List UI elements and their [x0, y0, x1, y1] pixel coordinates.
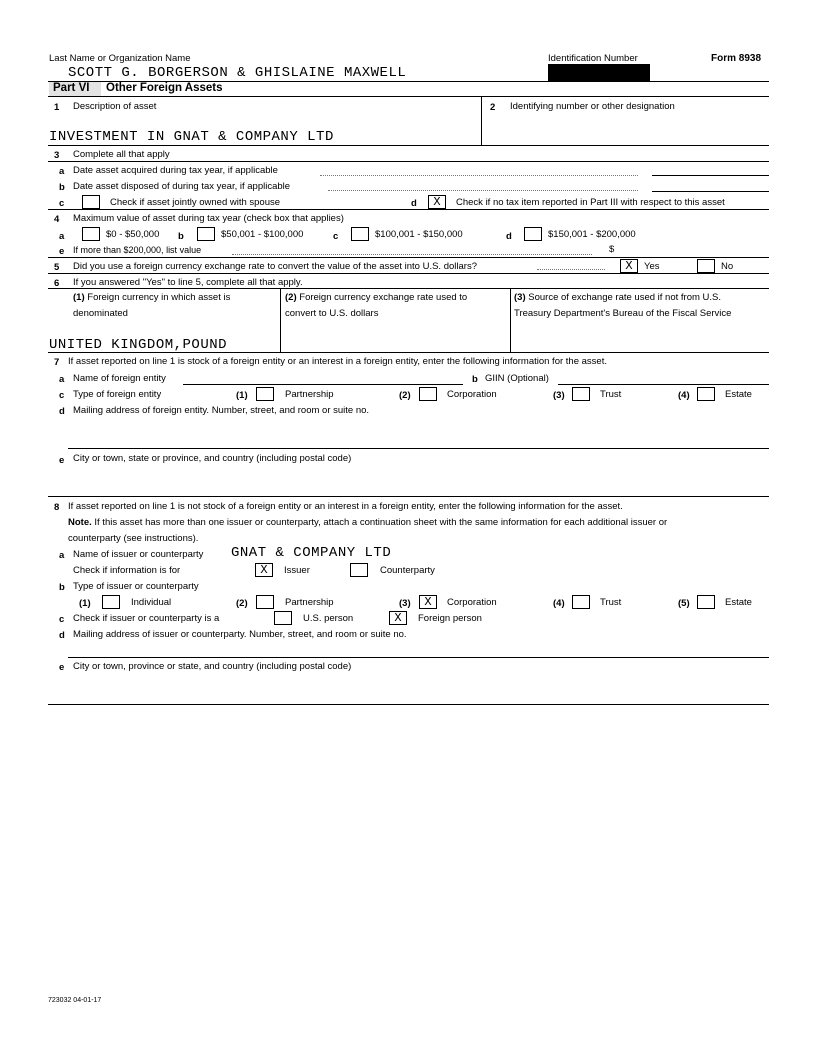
entity-corporation-checkbox[interactable] — [419, 387, 437, 401]
value-150k-200k-checkbox[interactable] — [524, 227, 542, 241]
issuer-name-value: GNAT & COMPANY LTD — [231, 545, 392, 561]
line5-number: 5 — [54, 262, 60, 273]
line7b-label: GIIN (Optional) — [485, 373, 549, 384]
line8c-letter: c — [59, 614, 65, 625]
jointly-owned-checkbox[interactable] — [82, 195, 100, 209]
line3b-letter: b — [59, 182, 65, 193]
type4-label: Trust — [600, 597, 622, 608]
value-100k-150k-checkbox[interactable] — [351, 227, 369, 241]
line8e-letter: e — [59, 662, 65, 673]
line4d-letter: d — [506, 231, 512, 242]
line8a-letter: a — [59, 550, 65, 561]
line7b-letter: b — [472, 374, 478, 385]
entity-opt1-label: Partnership — [285, 389, 334, 400]
line3-number: 3 — [54, 150, 60, 161]
type-individual-checkbox[interactable] — [102, 595, 120, 609]
line4e-letter: e — [59, 246, 65, 257]
line7-number: 7 — [54, 357, 60, 368]
line3d-letter: d — [411, 198, 417, 209]
type-estate-checkbox[interactable] — [697, 595, 715, 609]
type5-label: Estate — [725, 597, 752, 608]
issuer-city-field[interactable] — [48, 704, 769, 705]
taxpayer-name: SCOTT G. BORGERSON & GHISLAINE MAXWELL — [68, 65, 407, 81]
line3d-label: Check if no tax item reported in Part III with respect to this asset — [456, 197, 725, 208]
line3-label: Complete all that apply — [73, 149, 170, 160]
line4c-label: $100,001 - $150,000 — [375, 229, 463, 240]
counterparty-label: Counterparty — [380, 565, 435, 576]
type4-number: (4) — [553, 598, 565, 609]
line6-col1-heading-cont: denominated — [73, 308, 128, 319]
line4e-label: If more than $200,000, list value — [73, 245, 202, 255]
part-title: Other Foreign Assets — [106, 82, 223, 94]
no-label: No — [721, 261, 734, 272]
line8-label: If asset reported on line 1 is not stock of a foreign entity or an interest in a foreign entity, enter the following information for the asset. — [68, 501, 623, 512]
type2-number: (2) — [236, 598, 248, 609]
info-for-label: Check if information is for — [73, 565, 181, 576]
value-over-200k-field[interactable] — [618, 244, 768, 256]
line2-number: 2 — [490, 102, 496, 113]
line3a-letter: a — [59, 166, 65, 177]
part-tag: Part VI — [53, 82, 90, 94]
line8b-label: Type of issuer or counterparty — [73, 581, 199, 592]
line6-col1-heading: (1) Foreign currency in which asset is — [73, 292, 231, 303]
value-0-50k-checkbox[interactable] — [82, 227, 100, 241]
line8c-label: Check if issuer or counterparty is a — [73, 613, 220, 624]
issuer-address-field[interactable] — [68, 657, 769, 658]
asset-description: INVESTMENT IN GNAT & COMPANY LTD — [49, 129, 334, 145]
entity-opt4-number: (4) — [678, 390, 690, 401]
line3a-label: Date asset acquired during tax year, if applicable — [73, 165, 278, 176]
line8d-label: Mailing address of issuer or counterparty. Number, street, and room or suite no. — [73, 629, 407, 640]
date-acquired-field[interactable] — [652, 175, 769, 176]
id-number-label: Identification Number — [548, 53, 638, 64]
line4a-label: $0 - $50,000 — [106, 229, 160, 240]
line7d-label: Mailing address of foreign entity. Number, street, and room or suite no. — [73, 405, 370, 416]
value-50k-100k-checkbox[interactable] — [197, 227, 215, 241]
line4-label: Maximum value of asset during tax year (check box that applies) — [73, 213, 344, 224]
type1-label: Individual — [131, 597, 172, 608]
line8d-letter: d — [59, 630, 65, 641]
type-partnership-checkbox[interactable] — [256, 595, 274, 609]
line4d-label: $150,001 - $200,000 — [548, 229, 636, 240]
line8a-label: Name of issuer or counterparty — [73, 549, 204, 560]
entity-opt1-number: (1) — [236, 390, 248, 401]
entity-trust-checkbox[interactable] — [572, 387, 590, 401]
line7a-letter: a — [59, 374, 65, 385]
exchange-rate-yes-checkbox[interactable]: X — [620, 259, 638, 273]
line6-col3-heading: (3) Source of exchange rate used if not from U.S. — [514, 292, 722, 303]
us-person-checkbox[interactable] — [274, 611, 292, 625]
line4b-label: $50,001 - $100,000 — [221, 229, 304, 240]
date-disposed-field[interactable] — [652, 191, 769, 192]
entity-opt2-label: Corporation — [447, 389, 497, 400]
entity-opt4-label: Estate — [725, 389, 752, 400]
line7a-label: Name of foreign entity — [73, 373, 166, 384]
type5-number: (5) — [678, 598, 690, 609]
line8e-label: City or town, province or state, and country (including postal code) — [73, 661, 352, 672]
type-trust-checkbox[interactable] — [572, 595, 590, 609]
line8b-letter: b — [59, 582, 65, 593]
line4-number: 4 — [54, 214, 60, 225]
exchange-rate-no-checkbox[interactable] — [697, 259, 715, 273]
line8-number: 8 — [54, 502, 60, 513]
line7c-label: Type of foreign entity — [73, 389, 162, 400]
form-number: Form 8938 — [711, 53, 762, 64]
line1-number: 1 — [54, 102, 60, 113]
line6-number: 6 — [54, 278, 60, 289]
line6-col3-heading-cont: Treasury Department's Bureau of the Fiscal Service — [514, 308, 732, 319]
foreign-entity-address-field[interactable] — [68, 448, 769, 449]
foreign-person-checkbox[interactable]: X — [389, 611, 407, 625]
line8-note-cont: counterparty (see instructions). — [68, 533, 199, 544]
line6-col2-heading-cont: convert to U.S. dollars — [285, 308, 379, 319]
foreign-entity-name-field[interactable] — [183, 384, 463, 385]
line7e-label: City or town, state or province, and country (including postal code) — [73, 453, 352, 464]
line7c-letter: c — [59, 390, 65, 401]
line7-label: If asset reported on line 1 is stock of a foreign entity or an interest in a foreign entity, enter the following information for the asset. — [68, 356, 607, 367]
line2-label: Identifying number or other designation — [510, 101, 675, 112]
name-label: Last Name or Organization Name — [49, 53, 191, 64]
line8-note: Note. If this asset has more than one issuer or counterparty, attach a continuation sheet with the same information for each additional issuer or — [68, 517, 668, 528]
line4a-letter: a — [59, 231, 65, 242]
giin-field[interactable] — [558, 384, 769, 385]
line5-label: Did you use a foreign currency exchange rate to convert the value of the asset into U.S. dollars? — [73, 261, 477, 272]
no-tax-item-checkbox[interactable]: X — [428, 195, 446, 209]
type3-number: (3) — [399, 598, 411, 609]
entity-opt3-label: Trust — [600, 389, 622, 400]
type-corporation-checkbox[interactable]: X — [419, 595, 437, 609]
us-person-label: U.S. person — [303, 613, 354, 624]
line7d-letter: d — [59, 406, 65, 417]
entity-opt2-number: (2) — [399, 390, 411, 401]
line7e-letter: e — [59, 455, 65, 466]
currency-symbol: $ — [609, 244, 615, 255]
foreign-entity-city-field[interactable] — [48, 496, 769, 497]
line6-col2-heading: (2) Foreign currency exchange rate used to — [285, 292, 468, 303]
counterparty-checkbox[interactable] — [350, 563, 368, 577]
foreign-currency-value: UNITED KINGDOM,POUND — [49, 337, 228, 353]
type3-label: Corporation — [447, 597, 497, 608]
line6-label: If you answered "Yes" to line 5, complete all that apply. — [73, 277, 303, 288]
line3c-letter: c — [59, 198, 65, 209]
entity-estate-checkbox[interactable] — [697, 387, 715, 401]
line3b-label: Date asset disposed of during tax year, if applicable — [73, 181, 291, 192]
line4b-letter: b — [178, 231, 184, 242]
entity-opt3-number: (3) — [553, 390, 565, 401]
yes-label: Yes — [644, 261, 660, 272]
form-code: 723032 04-01-17 — [48, 997, 102, 1004]
line3c-label: Check if asset jointly owned with spouse — [110, 197, 281, 208]
issuer-label: Issuer — [284, 565, 310, 576]
type1-number: (1) — [79, 598, 91, 609]
redacted-id-number — [548, 64, 650, 81]
type2-label: Partnership — [285, 597, 334, 608]
entity-partnership-checkbox[interactable] — [256, 387, 274, 401]
line1-label: Description of asset — [73, 101, 157, 112]
issuer-checkbox[interactable]: X — [255, 563, 273, 577]
line4c-letter: c — [333, 231, 339, 242]
foreign-person-label: Foreign person — [418, 613, 482, 624]
